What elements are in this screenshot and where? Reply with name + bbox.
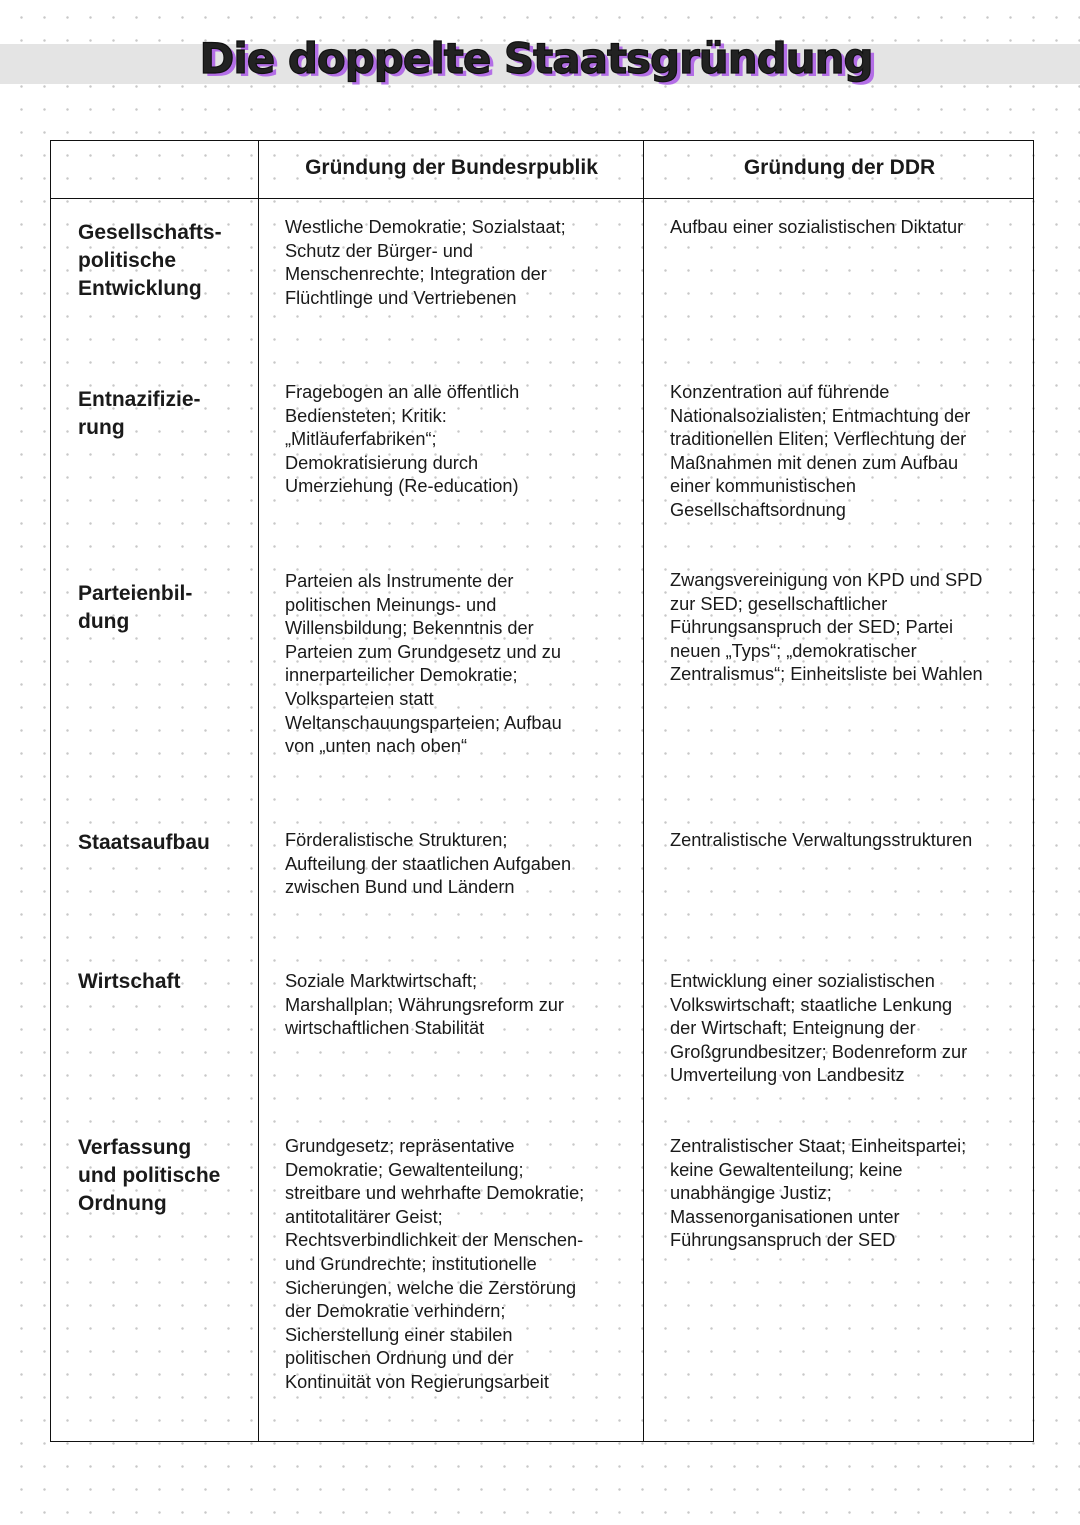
- cell-ddr-staatsaufbau: Zentralistische Verwaltungsstrukturen: [670, 830, 973, 850]
- cell-ddr-verfassung: Zentralistischer Staat; Einheitspartei; keine Gewaltenteilung; keine unabhängige Justiz; Massenorganisationen unter Führungsanspruch der SED: [670, 1136, 967, 1251]
- row-label-gesellschaft: Gesellschafts- politische Entwicklung: [78, 221, 222, 300]
- column-divider: [643, 140, 644, 1442]
- row-label-verfassung: Verfassung und politische Ordnung: [78, 1136, 221, 1215]
- cell-ddr-gesellschaft: Aufbau einer sozialistischen Diktatur: [670, 217, 964, 237]
- header-divider: [50, 198, 1034, 199]
- header-ddr: Gründung der DDR: [743, 156, 936, 179]
- row-label-staatsaufbau: Staatsaufbau: [78, 831, 210, 854]
- row-label-wirtschaft: Wirtschaft: [78, 970, 181, 993]
- row-label-entnazifizierung: Entnazifizie- rung: [78, 388, 201, 439]
- column-divider: [258, 140, 259, 1442]
- cell-brd-entnazifizierung: Fragebogen an alle öffentlich Bediensteten; Kritik: „Mitläuferfabriken“; Demokratisierung durch Umerziehung (Re-education): [285, 382, 520, 497]
- cell-ddr-parteienbildung: Zwangsvereinigung von KPD und SPD zur SED; gesellschaftlicher Führungsanspruch der SED; Partei neuen „Typs“; „demokratischer Zentralismus“; Einheitsliste bei Wahlen: [670, 570, 983, 685]
- cell-brd-verfassung: Grundgesetz; repräsentative Demokratie; Gewaltenteilung; streitbare und wehrhafte Demokratie; antitotalitärer Geist; Rechtsverbindlichkeit der Menschen- und Grundrechte; institutionelle Sicherungen, welche die Zerstörung der Demokratie verhindern; Sicherstellung einer stabilen politischen Ordnung und der Kontinuität von Regierungsarbeit: [285, 1136, 585, 1392]
- cell-ddr-wirtschaft: Entwicklung einer sozialistischen Volkswirtschaft; staatliche Lenkung der Wirtschaft; Enteignung der Großgrundbesitzer; Bodenreform zur Umverteilung von Landbesitz: [670, 971, 968, 1086]
- header-brd: Gründung der Bundesrpublik: [305, 156, 598, 179]
- cell-brd-gesellschaft: Westliche Demokratie; Sozialstaat; Schutz der Bürger- und Menschenrechte; Integration der Flüchtlinge und Vertriebenen: [285, 217, 566, 308]
- cell-brd-wirtschaft: Soziale Marktwirtschaft; Marshallplan; Währungsreform zur wirtschaftlichen Stabilität: [285, 971, 564, 1039]
- cell-brd-staatsaufbau: Förderalistische Strukturen; Aufteilung der staatlichen Aufgaben zwischen Bund und Ländern: [285, 830, 572, 898]
- cell-brd-parteienbildung: Parteien als Instrumente der politischen Meinungs- und Willensbildung; Bekenntnis der Parteien zum Grundgesetz und zu innerparteilicher Demokratie; Volksparteien statt Weltanschauungsparteien; Aufbau von „unten nach oben“: [285, 571, 562, 757]
- row-label-parteienbildung: Parteienbil- dung: [78, 582, 193, 633]
- page-title: Die doppelte Staatsgründung: [199, 34, 873, 83]
- cell-ddr-entnazifizierung: Konzentration auf führende Nationalsozialisten; Entmachtung der traditionellen Eliten; Verflechtung der Maßnahmen mit denen zum Aufbau einer kommunistischen Gesellschaftsordnung: [670, 382, 971, 520]
